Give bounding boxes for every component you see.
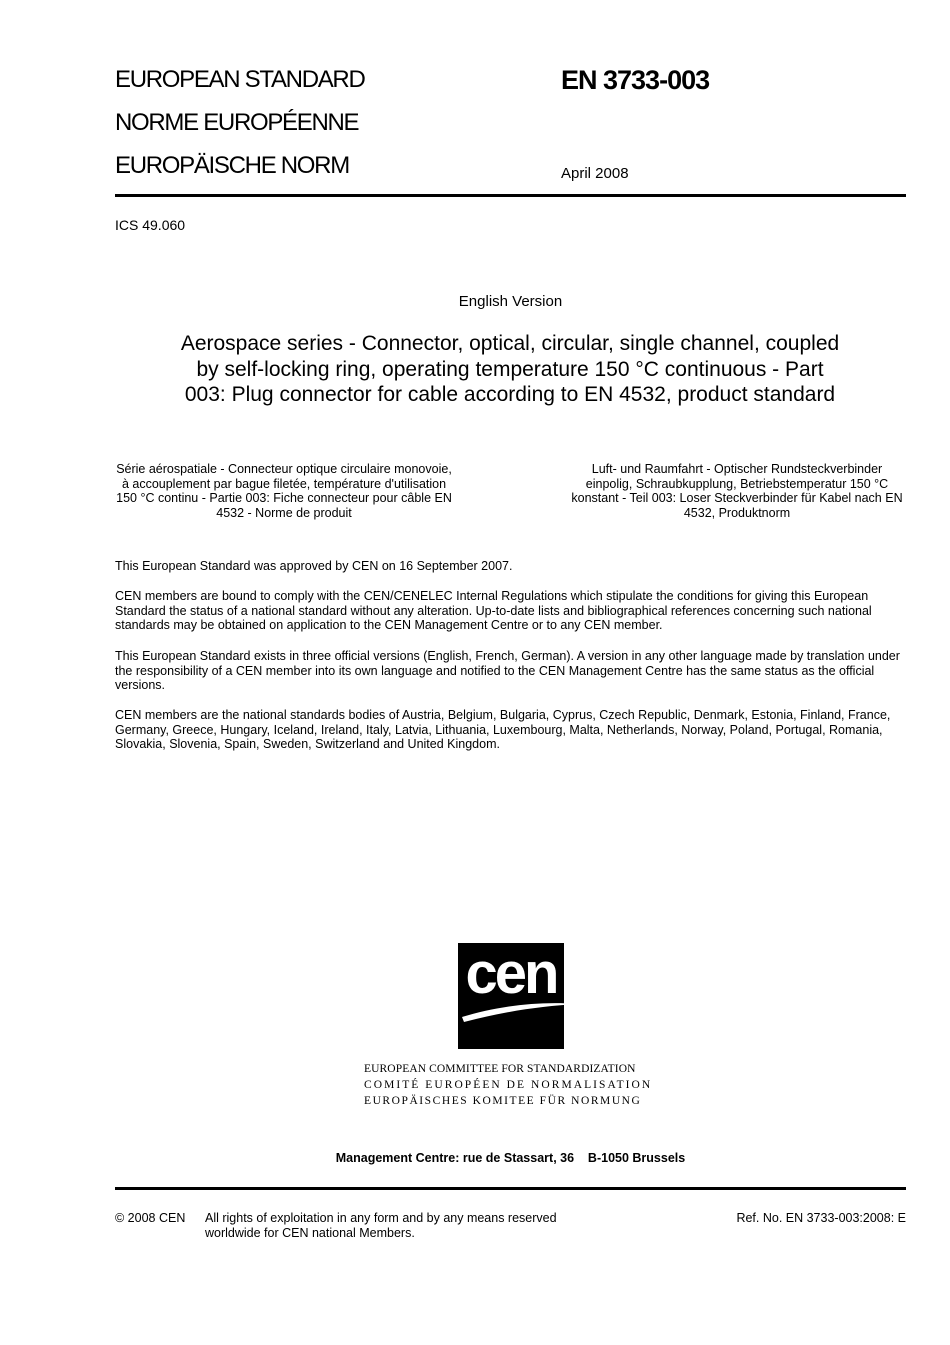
language-version: English Version (458, 293, 563, 310)
cen-logo-text: cen (465, 943, 557, 1006)
committee-name-fr: COMITÉ EUROPÉEN DE NORMALISATION (364, 1079, 653, 1091)
standard-title-fr: NORME EUROPÉENNE (115, 109, 359, 136)
french-title: Série aérospatiale - Connecteur optique circulaire monovoie, à accouplement par bague filetée, température d'utilisation 150 °C continu - Partie 003: Fiche connecteur pour câble EN 4532 - Norme de produit (116, 462, 452, 520)
rights-notice: All rights of exploitation in any form and by any means reserved worldwide for CEN national Members. (205, 1211, 557, 1240)
ics-code: ICS 49.060 (115, 217, 186, 233)
versions-paragraph: This European Standard exists in three official versions (English, French, German). A version in any other language made by translation under the responsibility of a CEN member into its own language and notified to the CEN Management Centre has the same status as the official versions. (115, 649, 900, 693)
publication-date: April 2008 (561, 165, 629, 182)
reference-number: Ref. No. EN 3733-003:2008: E (736, 1211, 906, 1225)
footer-rule (115, 1187, 906, 1190)
management-centre-address: Management Centre: rue de Stassart, 36 B-1050 Brussels (335, 1151, 686, 1165)
document-number: EN 3733-003 (561, 65, 710, 95)
committee-name-en: EUROPEAN COMMITTEE FOR STANDARDIZATION (364, 1063, 636, 1075)
header-rule (115, 194, 906, 197)
german-title: Luft- und Raumfahrt - Optischer Rundsteckverbinder einpolig, Schraubkupplung, Betriebstemperatur 150 °C konstant - Teil 003: Loser Steckverbinder für Kabel nach EN 4532, Produktnorm (571, 462, 903, 520)
standard-title-de: EUROPÄISCHE NORM (115, 152, 349, 179)
members-paragraph: CEN members are the national standards bodies of Austria, Belgium, Bulgaria, Cyprus, Czech Republic, Denmark, Estonia, Finland, France, Germany, Greece, Hungary, Iceland, Ireland, Italy, Latvia, Lithuania, Luxembourg, Malta, Netherlands, Norway, Poland, Portugal, Romania, Slovakia, Slovenia, Spain, Sweden, Switzerland and United Kingdom. (115, 708, 891, 752)
cen-logo (458, 943, 578, 1049)
copyright-notice: © 2008 CEN (115, 1211, 186, 1225)
approval-paragraph: This European Standard was approved by CEN on 16 September 2007. (115, 559, 513, 573)
document-title: Aerospace series - Connector, optical, circular, single channel, coupled by self-locking ring, operating temperature 150 °C continuous - Part 003: Plug connector for cable according to EN 4532, product standard (180, 332, 840, 406)
committee-name-de: EUROPÄISCHES KOMITEE FÜR NORMUNG (364, 1095, 642, 1107)
compliance-paragraph: CEN members are bound to comply with the CEN/CENELEC Internal Regulations which stipulate the conditions for giving this European Standard the status of a national standard without any alteration. Up-to-date lists and bibliographical references concerning such national standards may be obtained on application to the CEN Management Centre or to any CEN member. (115, 589, 872, 633)
standard-title-en: EUROPEAN STANDARD (115, 66, 365, 93)
